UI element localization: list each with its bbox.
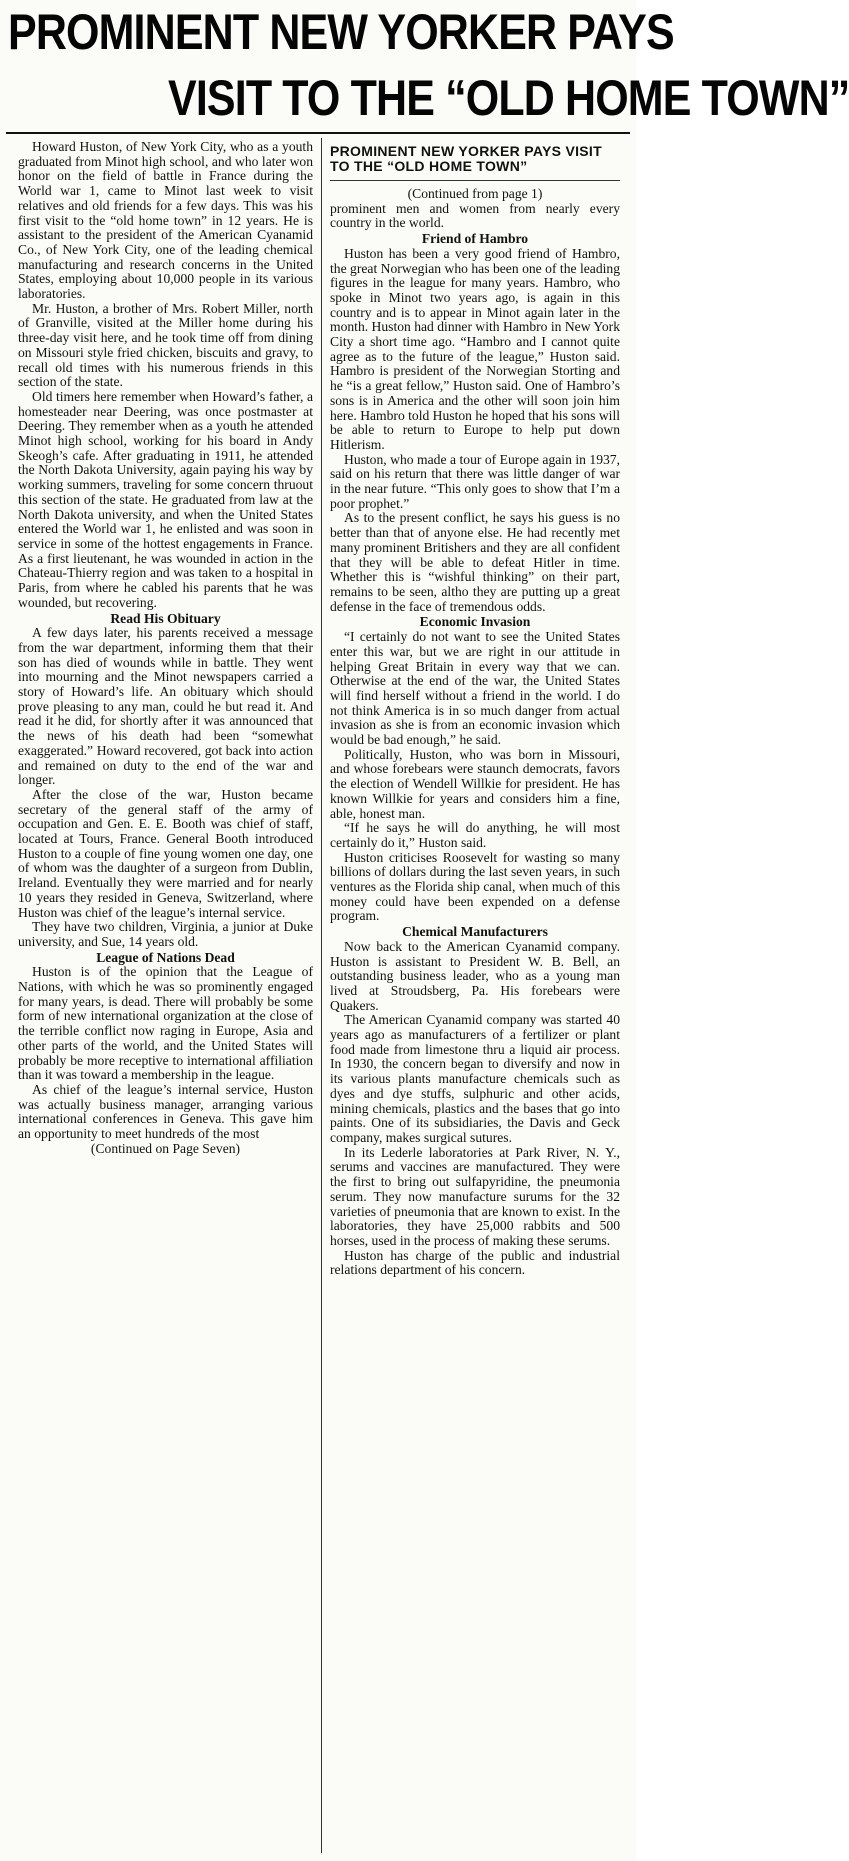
article-paragraph: Old timers here remember when Howard’s father, a homesteader near Deering, was once postmaster at Deering. They remember when as a youth he attended Minot high school, working for his board in Andy Skeogh’s cafe. After graduating in 1911, he attended the North Dakota University, again paying his way by working summers, traveling for some concern thruout this section of the state. He graduated from law at the North Dakota university, and when the United States entered the World war 1, he enlisted and was soon in service in some of the hottest engagements in France. As a first lieutenant, he was wounded in action in the Chateau-Thierry region and was taken to a hospital in Paris, from where he cabled his parents that he was wounded, but recovering. (18, 388, 313, 610)
article-paragraph: Huston is of the opinion that the League of Nations, with which he was so prominently engaged for many years, is dead. There will probably be some form of new international organization at the close of the terrible conflict now raging in Europe, Asia and other parts of the world, and the United States will probably be more receptive to international affiliation than it was toward a membership in the league. (18, 964, 313, 1083)
article-paragraph: The American Cyanamid company was started 40 years ago as manufacturers of a fertilizer or plant food made from limestone thru a liquid air process. In 1930, the concern began to diversify and now in its various plants manufacture chemicals such as dyes and dye stuffs, sulphuric and other acids, mining chemicals, plastics and the bases that go into paints. One of its subsidiaries, the Davis and Geck company, makes surgical sutures. (330, 1012, 620, 1145)
headline-line-1: PROMINENT NEW YORKER PAYS (8, 4, 674, 60)
subhead-obituary: Read His Obituary (110, 610, 221, 626)
article-paragraph: Now back to the American Cyanamid company. Huston is assistant to President W. B. Bell, an outstanding business leader, who as a young man lived at Stroudsberg, Pa. His forebears were Quakers. (330, 938, 620, 1013)
headline-line-2: VISIT TO THE “OLD HOME TOWN” (168, 70, 849, 126)
article-paragraph: Huston has charge of the public and industrial relations department of his concern. (330, 1247, 620, 1278)
subhead-league: League of Nations Dead (96, 949, 235, 965)
article-paragraph: Mr. Huston, a brother of Mrs. Robert Miller, north of Granville, visited at the Miller home during his three-day visit here, and he took time off from dining on Missouri style fried chicken, biscuits and gravy, to recall old times with his numerous friends in this section of the state. (18, 300, 313, 390)
article-paragraph: prominent men and women from nearly every country in the world. (330, 200, 620, 231)
article-paragraph: “I certainly do not want to see the United States enter this war, but we are right in our attitude in helping Great Britain in every way that we can. Otherwise at the end of the war, the United States will find herself without a friend in the world. I do not think America is in so much danger from actual invasion as she is from an economic invasion which would be bad enough,” he said. (330, 629, 620, 748)
subhead-chemical-manufacturers: Chemical Manufacturers (402, 924, 548, 940)
continued-on-line: (Continued on Page Seven) (90, 1140, 241, 1156)
article-paragraph: As to the present conflict, he says his guess is no better than that of anyone else. He had recently met many prominent Britishers and they are all confident that they will be able to defeat Hitler in time. Whether this is “wishful thinking” on their part, remains to be seen, altho they are putting up a great defense in the face of tremendous odds. (330, 510, 620, 614)
column-divider (321, 138, 322, 1853)
jump-headline: PROMINENT NEW YORKER PAYS VISIT TO THE “OLD HOME TOWN” (330, 143, 602, 174)
article-paragraph: Huston has been a very good friend of Hambro, the great Norwegian who has been one of the leading figures in the league for many years. Hambro, who spoke in Minot two years ago, is again in this country and is to appear in Minot again later in the month. Huston had dinner with Hambro in New York City a short time ago. “Hambro and I cannot quite agree as to the future of the league,” Huston said. Hambro is president of the Norwegian Storting and he “is a great fellow,” Huston said. One of Hambro’s sons is in America and the other will soon join him here. Hambro told Huston he hoped that his sons will be able to return to Europe to help put down Hitlerism. (330, 245, 620, 452)
article-paragraph: A few days later, his parents received a message from the war department, informing them that their son has died of wounds while in battle. They went into mourning and the Minot newspapers carried a story of Howard’s life. An obituary which should prove pleasing to any man, could he but read it. And read it he did, for shortly after it was announced that the news of his death had been “somewhat exaggerated.” Howard recovered, got back into action and remained on duty to the end of the war and longer. (18, 625, 313, 788)
article-paragraph: After the close of the war, Huston became secretary of the general staff of the army of occupation and Gen. E. E. Booth was chief of staff, located at Tours, France. General Booth introduced Huston to a couple of fine young women one day, one of whom was the daughter of a surgeon from Dublin, Ireland. Eventually they were married and for nearly 10 years they resided in Geneva, Switzerland, where Huston was chief of the league’s internal service. (18, 786, 313, 920)
article-paragraph: They have two children, Virginia, a junior at Duke university, and Sue, 14 years old. (18, 919, 313, 949)
article-paragraph: As chief of the league’s internal service, Huston was actually business manager, arranging various international conferences in Geneva. This gave him an opportunity to meet hundreds of the most (18, 1082, 313, 1142)
article-paragraph: Huston, who made a tour of Europe again in 1937, said on his return that there was little danger of war in the near future. “This only goes to show that I’m a poor prophet.” (330, 451, 620, 511)
subhead-hambro: Friend of Hambro (421, 231, 529, 247)
left-column (18, 140, 313, 1855)
article-paragraph: Howard Huston, of New York City, who as a youth graduated from Minot high school, and who later won honor on the field of battle in France during the World war 1, came to Minot last week to visit relatives and old friends for a few days. This was his first visit to the “old home town” in 12 years. He is assistant to the president of the American Cyanamid Co., of New York City, one of the leading chemical manufacturing and research concerns in the United States, employing about 10,000 people in its various laboratories. (18, 139, 313, 302)
article-paragraph: Huston criticises Roosevelt for wasting so many billions of dollars during the last seven years, in such ventures as the Florida ship canal, when much of this money could have been expended on a defense program. (330, 849, 620, 924)
right-column (330, 140, 620, 1855)
article-paragraph: Politically, Huston, who was born in Missouri, and whose forebears were staunch democrats, favors the election of Wendell Willkie for president. He has known Willkie for years and considers him a fine, able, honest man. (330, 746, 620, 821)
article-paragraph: In its Lederle laboratories at Park River, N. Y., serums and vaccines are manufactured. They were the first to bring out sulfapyridine, the pneumonia serum. They now manufacture surums for the 32 varieties of pneumonia that are known to exist. In the laboratories, they have 25,000 rabbits and 500 horses, used in the process of making these serums. (330, 1144, 620, 1248)
subhead-economic-invasion: Economic Invasion (419, 614, 531, 630)
continued-from-line: (Continued from page 1) (407, 186, 543, 201)
jump-headline-rule (330, 180, 620, 181)
headline-rule (6, 132, 630, 134)
article-paragraph: “If he says he will do anything, he will most certainly do it,” Huston said. (330, 820, 620, 850)
